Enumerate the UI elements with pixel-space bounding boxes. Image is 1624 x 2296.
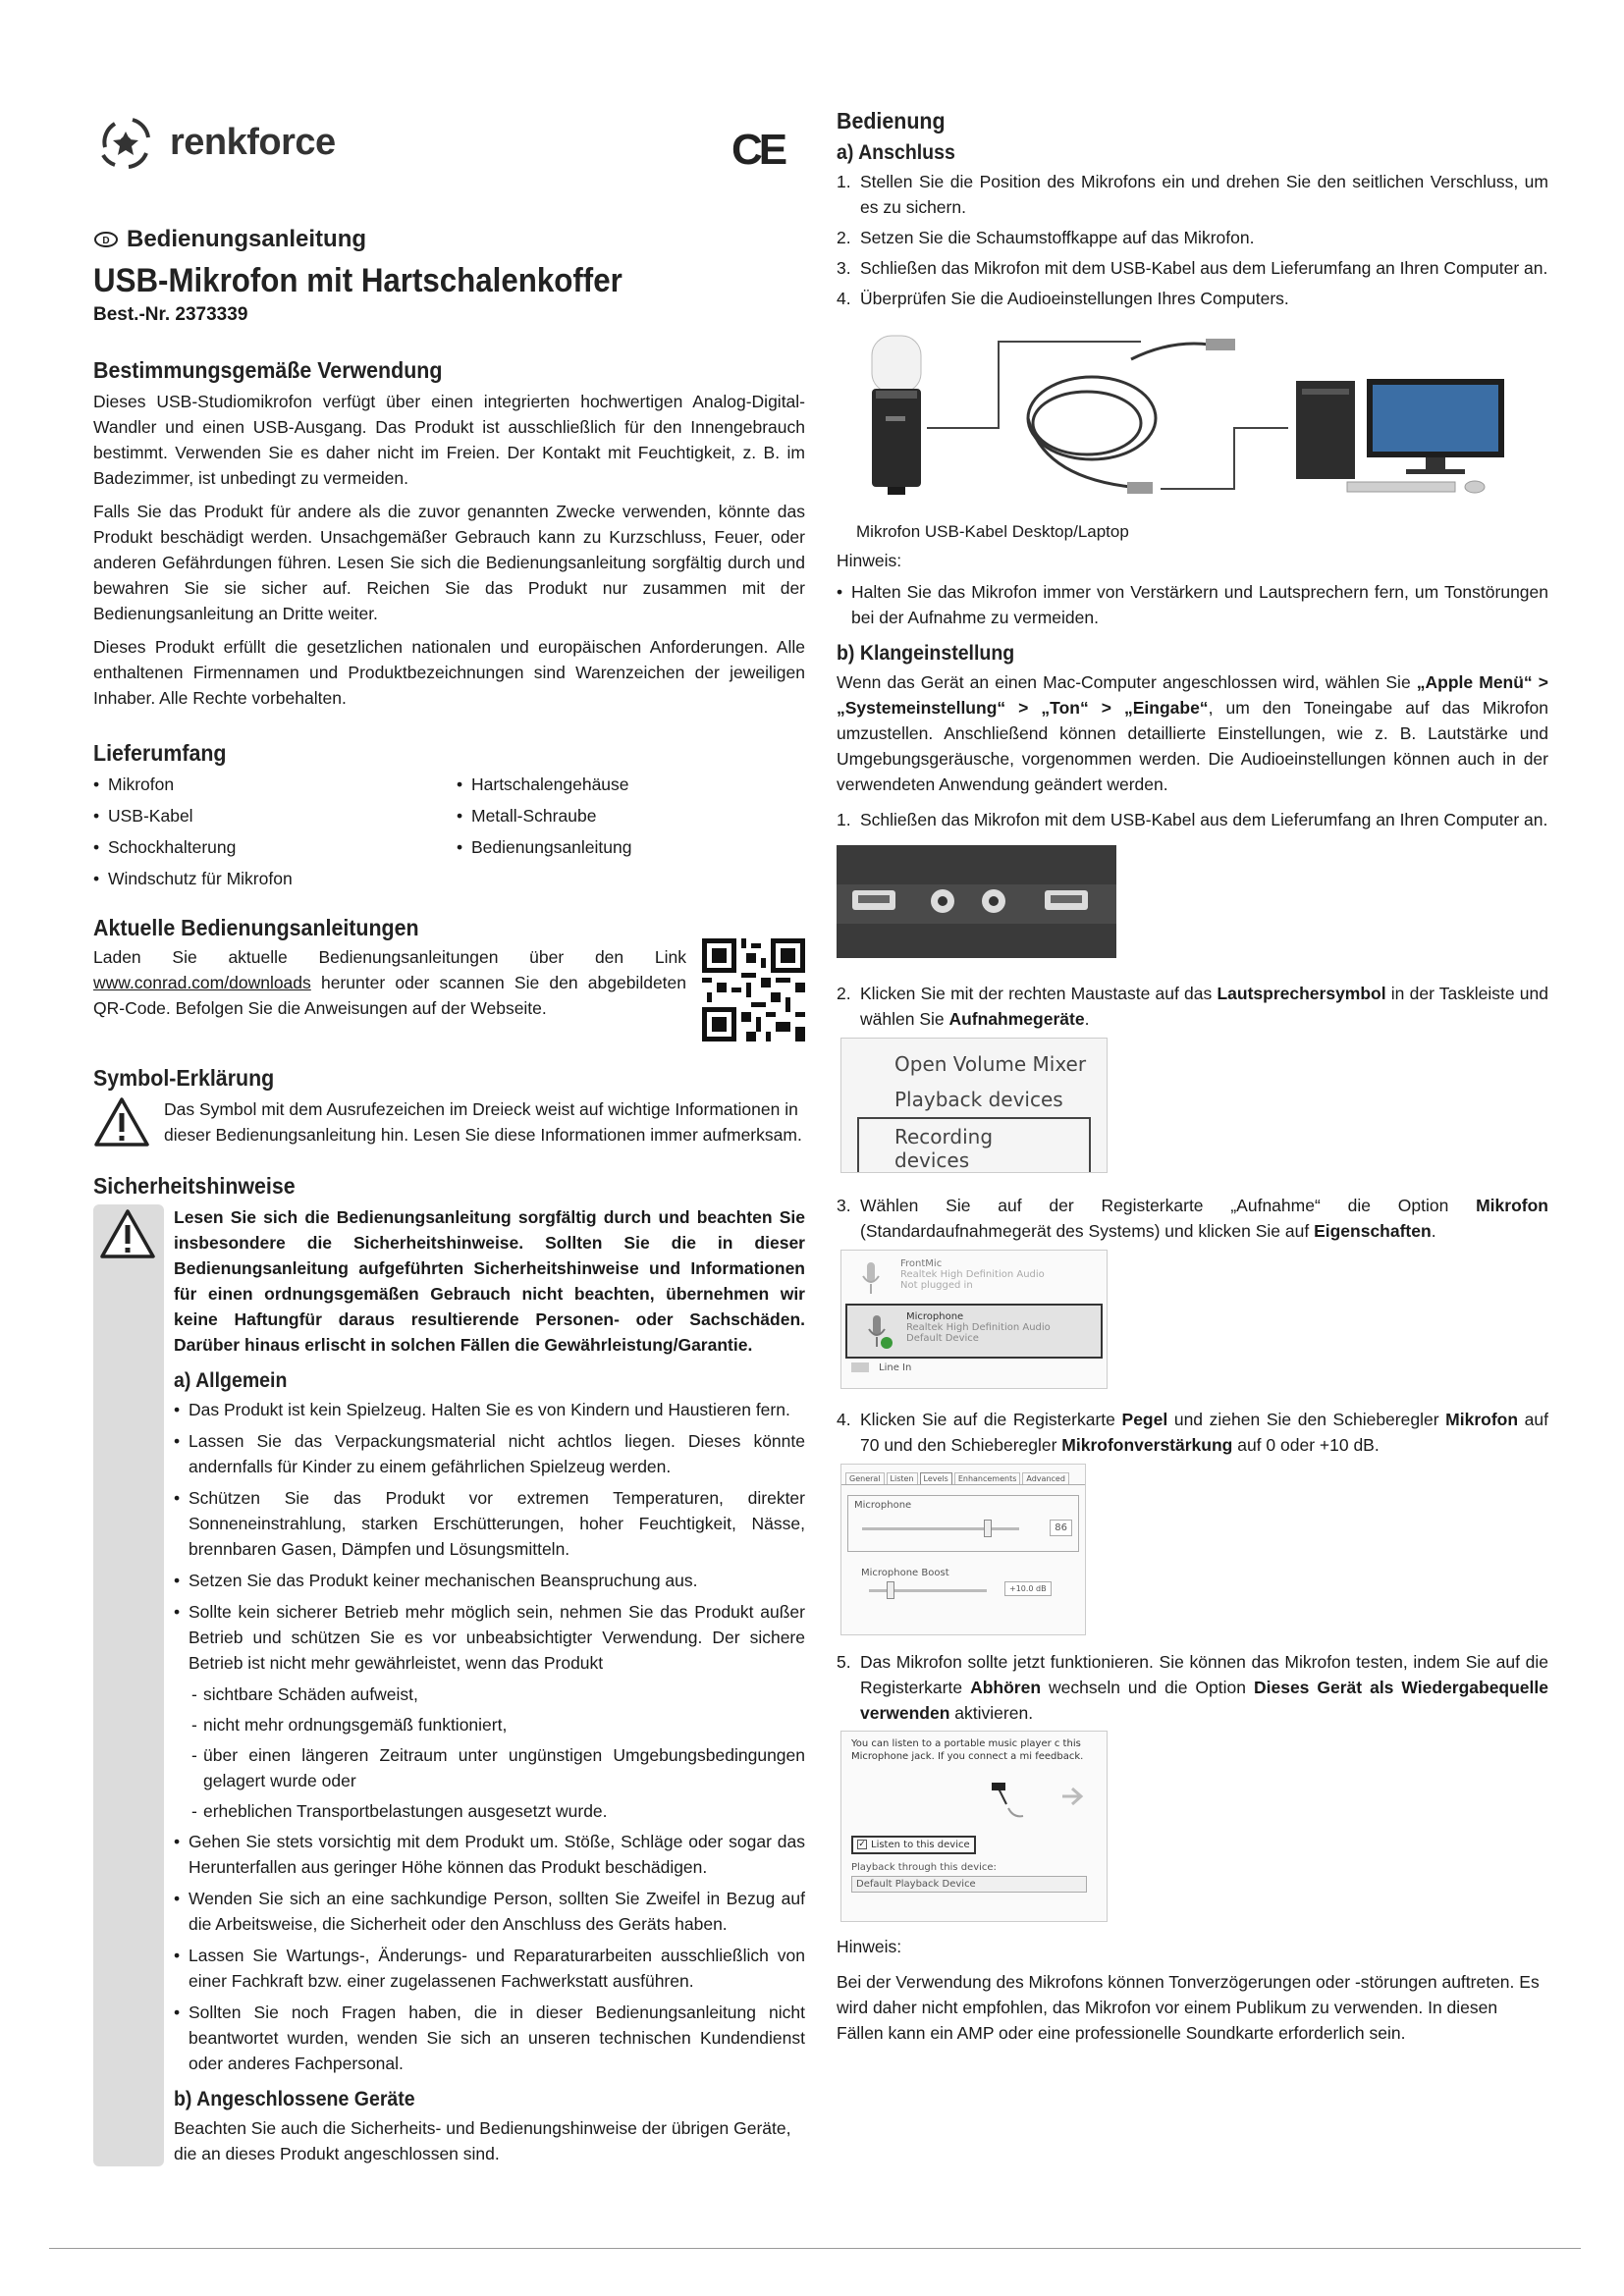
delivery-item: • Hartschalengehäuse (457, 772, 800, 797)
audio-jack-icon (982, 889, 1005, 913)
list-item: 2. Setzen Sie die Schaumstoffkappe auf das Mikrofon. (837, 228, 1255, 247)
sound-paragraph: Wenn das Gerät an einen Mac-Computer angeschlossen wird, wählen Sie „Apple Menü“ > „Systemeinstellung“ > „Ton“ > „Eingabe“, um den Toneingabe auf das Mikrofon umzustellen. Anschließend können detaillierte Einstellungen, wie z. B. Lautstärke und Umgebungsgeräusche, vorgenommen werden. Die Audioeinstellungen können auch in der verwendeten Anwendung geändert werden. (837, 672, 1548, 794)
product-title: USB-Mikrofon mit Hartschalenkoffer (93, 262, 623, 299)
delivery-item: • Schockhalterung (93, 834, 457, 860)
list-item: 3. Wählen Sie auf der Registerkarte „Aufnahme“ die Option Mikrofon (Standardaufnahmegerät des Systems) und klicken Sie auf Eigenschaften. (837, 1196, 1548, 1241)
note-list (837, 579, 1548, 630)
boost-group (847, 1568, 1079, 1607)
symbols-heading: Symbol-Erklärung (93, 1065, 275, 1091)
manuals-heading: Aktuelle Bedienungsanleitungen (93, 915, 419, 940)
final-note-label: Hinweis: (837, 1937, 902, 1956)
tab-advanced: Advanced (1022, 1472, 1069, 1484)
sound-steps-3 (837, 1193, 1548, 1244)
usb-cable-icon (1028, 344, 1210, 487)
manual-label-text: Bedienungsanleitung (127, 226, 367, 252)
operation-heading: Bedienung (837, 108, 946, 133)
usb-port-icon (1045, 890, 1088, 910)
list-item: - nicht mehr ordnungsgemäß funktioniert, (191, 1712, 805, 1737)
device-status: Default Device (906, 1333, 979, 1344)
warning-triangle-icon (93, 1096, 150, 1148)
mic-slider-track (862, 1527, 1019, 1530)
microphone-icon (872, 336, 921, 495)
boost-label: Microphone Boost (861, 1568, 949, 1578)
menu-item-playback-devices: Playback devices (894, 1088, 1063, 1111)
device-driver: Realtek High Definition Audio (900, 1269, 1045, 1280)
tab-levels: Levels (920, 1472, 952, 1484)
list-item: • Das Produkt ist kein Spielzeug. Halten Sie es von Kindern und Haustieren fern. (174, 1397, 805, 1422)
context-menu-screenshot (840, 1038, 1108, 1173)
intended-use-p1: Dieses USB-Studiomikrofon verfügt über einen integrierten hochwertigen Analog-Digital-Wandler und einen USB-Ausgang. Das Produkt ist ausschließlich für den Innengebrauch bestimmt. Verwenden Sie es daher nicht im Freien. Der Kontakt mit Feuchtigkeit, z. B. im Badezimmer, ist unbedingt zu vermeiden. (93, 392, 805, 488)
final-note: Bei der Verwendung des Mikrofons können Tonverzögerungen oder -störungen auftreten. Es wird daher nicht empfohlen, das Mikrofon vor einem Publikum zu verwenden. In diesen Fällen kann ein AMP oder eine professionelle Soundkarte erforderlich sein. (837, 1972, 1540, 2043)
checkbox-checked-icon: ✓ (858, 1840, 866, 1849)
device-name: Microphone (906, 1311, 964, 1322)
general-list (174, 1397, 805, 1676)
manual-info-icon (93, 231, 119, 248)
symbols-text: Das Symbol mit dem Ausrufezeichen im Dreieck weist auf wichtige Informationen in dieser Bedienungsanleitung hin. Lesen Sie diese Informationen immer aufmerksam. (164, 1099, 802, 1145)
figure-caption: Mikrofon USB-Kabel Desktop/Laptop (856, 522, 1129, 541)
mic-level-label: Microphone (854, 1500, 912, 1511)
safety-block (93, 1204, 805, 2166)
microphone-device-icon (851, 1258, 891, 1298)
tab-enhancements: Enhancements (954, 1472, 1021, 1484)
device-row-selected (845, 1304, 1103, 1359)
connected-heading: b) Angeschlossene Geräte (174, 2088, 415, 2110)
delivery-item: • Bedienungsanleitung (457, 834, 800, 860)
list-item: • Sollten Sie noch Fragen haben, die in dieser Bedienungsanleitung nicht beantwortet wurden, wenden Sie sich an unseren technischen Kundendienst oder anderes Fachpersonal. (174, 2000, 805, 2076)
list-item: 1. Schließen das Mikrofon mit dem USB-Kabel aus dem Lieferumfang an Ihren Computer an. (837, 810, 1548, 829)
device-name: Line In (879, 1362, 912, 1373)
brand-name: renkforce (170, 121, 336, 163)
list-item: • Gehen Sie stets vorsichtig mit dem Produkt um. Stöße, Schläge oder sogar das Herunterfallen aus geringer Höhe können das Produkt beschädigen. (174, 1829, 805, 1880)
left-column (93, 108, 805, 2166)
device-name: FrontMic (900, 1258, 943, 1269)
list-item: • Halten Sie das Mikrofon immer von Verstärkern und Lautsprechern fern, um Tonstörungen bei der Aufnahme zu vermeiden. (837, 579, 1548, 630)
safety-sidebar (93, 1204, 164, 2166)
menu-item-recording-devices: Recording devices (857, 1117, 1091, 1173)
list-item: • Sollte kein sicherer Betrieb mehr möglich sein, nehmen Sie das Produkt außer Betrieb und schützen Sie es vor unbeabsichtigter Verwendung. Der sichere Betrieb ist nicht mehr gewährleistet, wenn das Produkt (174, 1599, 805, 1676)
downloads-link[interactable]: www.conrad.com/downloads (93, 973, 311, 992)
delivery-item: • Windschutz für Mikrofon (93, 866, 457, 891)
renkforce-logo-icon (93, 110, 158, 175)
delivery-list (93, 772, 805, 891)
sound-heading: b) Klangeinstellung (837, 642, 1015, 665)
line-in-icon (851, 1362, 869, 1372)
sound-steps-4 (837, 1407, 1548, 1458)
list-item: • Lassen Sie das Verpackungsmaterial nicht achtlos liegen. Dieses könnte andernfalls für Kinder zu einem gefährlichen Spielzeug werden. (174, 1428, 805, 1479)
conditions-list (174, 1682, 805, 1824)
delivery-heading: Lieferumfang (93, 740, 227, 766)
right-column (837, 106, 1548, 2046)
mic-level-value: 86 (1050, 1520, 1072, 1536)
list-item: 3. Schließen das Mikrofon mit dem USB-Kabel aus dem Lieferumfang an Ihren Computer an. (837, 258, 1548, 278)
connection-diagram (837, 330, 1548, 511)
manuals-block (93, 946, 805, 1041)
list-item: 2. Klicken Sie mit der rechten Maustaste auf das Lautsprechersymbol in der Taskleiste und wählen Sie Aufnahmegeräte. (837, 984, 1548, 1029)
list-item: 1. Stellen Sie die Position des Mikrofons ein und drehen Sie den seitlichen Verschluss, um es zu sichern. (837, 172, 1548, 217)
symbols-block (93, 1096, 805, 1148)
safety-body (164, 1204, 805, 2166)
manual-label (93, 226, 805, 253)
audio-jack-icon (931, 889, 954, 913)
list-item: • Lassen Sie Wartungs-, Änderungs- und Reparaturarbeiten ausschließlich von einer Fachkraft bzw. einer zugelassenen Fachwerkstatt ausführen. (174, 1943, 805, 1994)
general-list-2 (174, 1829, 805, 2076)
delivery-item: • Mikrofon (93, 772, 457, 797)
list-item: - sichtbare Schäden aufweist, (191, 1682, 805, 1707)
svg-text:D: D (102, 236, 110, 246)
usb-ports-photo (837, 845, 1116, 958)
device-driver: Realtek High Definition Audio (906, 1322, 1051, 1333)
list-item: - erheblichen Transportbelastungen ausgesetzt wurde. (191, 1798, 805, 1824)
microphone-device-icon (857, 1311, 896, 1351)
list-item: • Setzen Sie das Produkt keiner mechanischen Beanspruchung aus. (174, 1568, 805, 1593)
device-status: Not plugged in (900, 1280, 973, 1291)
list-item: - über einen längeren Zeitraum unter ungünstigen Umgebungsbedingungen gelagert wurde oder (191, 1742, 805, 1793)
ce-mark: CE (731, 126, 785, 174)
listen-arrow-icon (851, 1769, 1097, 1828)
footer-divider (49, 2248, 1581, 2249)
listen-description: You can listen to a portable music player c this Microphone jack. If you connect a mi feedback. (851, 1738, 1084, 1762)
listen-checkbox-label: Listen to this device (871, 1839, 970, 1850)
list-item: • Schützen Sie das Produkt vor extremen Temperaturen, direkter Sonneneinstrahlung, starken Erschütterungen, hoher Feuchtigkeit, Nässe, brennbaren Gasen, Dämpfen und Lösungsmitteln. (174, 1485, 805, 1562)
boost-slider-thumb (887, 1581, 894, 1599)
list-item: 5. Das Mikrofon sollte jetzt funktionieren. Sie können das Mikrofon testen, indem Sie auf die Registerkarte Abhören wechseln und die Option Dieses Gerät als Wiedergabequelle verwenden aktivieren. (837, 1652, 1548, 1723)
connected-text: Beachten Sie auch die Sicherheits- und Bedienungshinweise der übrigen Geräte, die an dieses Produkt angeschlossen sind. (174, 2118, 791, 2163)
intended-use-heading: Bestimmungsgemäße Verwendung (93, 357, 443, 383)
usb-port-icon (852, 890, 895, 910)
intended-use-p3: Dieses Produkt erfüllt die gesetzlichen nationalen und europäischen Anforderungen. Alle enthaltenen Firmennamen und Produktbezeichnungen sind Warenzeichen der jeweiligen Inhaber. Alle Rechte vorbehalten. (93, 637, 805, 708)
tab-general: General (845, 1472, 885, 1484)
sound-steps-2 (837, 981, 1548, 1032)
intended-use-p2: Falls Sie das Produkt für andere als die zuvor genannten Zwecke verwenden, könnte das Produkt beschädigt werden. Unsachgemäßer Gebrauch kann zu Kurzschluss, Feuer, oder anderen Gefährdungen führen. Lesen Sie sich die Bedienungsanleitung sorgfältig durch und bewahren Sie sie sicher auf. Reichen Sie das Produkt nur zusammen mit der Bedienungsanleitung an Dritte weiter. (93, 502, 805, 623)
playback-through-label: Playback through this device: (851, 1861, 997, 1873)
general-heading: a) Allgemein (174, 1369, 288, 1392)
connect-steps (837, 169, 1548, 311)
device-row (841, 1359, 1107, 1377)
menu-item-open-volume-mixer: Open Volume Mixer (894, 1052, 1087, 1076)
safety-heading: Sicherheitshinweise (93, 1173, 296, 1199)
sound-steps-5 (837, 1649, 1548, 1726)
list-item: • Wenden Sie sich an eine sachkundige Person, sollten Sie Zweifel in Bezug auf die Arbeitsweise, die Sicherheit oder den Anschluss des Geräts haben. (174, 1886, 805, 1937)
listen-screenshot (840, 1731, 1108, 1922)
manuals-text: Laden Sie aktuelle Bedienungsanleitungen über den Link www.conrad.com/downloads herunter oder scannen Sie den abgebildeten QR-Code. Befolgen Sie die Anweisungen auf der Webseite. (93, 947, 686, 1018)
delivery-item: • USB-Kabel (93, 803, 457, 828)
note-label: Hinweis: (837, 551, 902, 570)
playback-device-select: Default Playback Device (851, 1876, 1087, 1893)
list-item: 4. Klicken Sie auf die Registerkarte Pegel und ziehen Sie den Schieberegler Mikrofon auf 70 und den Schieberegler Mikrofonverstärkung auf 0 oder +10 dB. (837, 1410, 1548, 1455)
boost-value: +10.0 dB (1004, 1581, 1052, 1596)
article-number: Best.-Nr. 2373339 (93, 304, 248, 325)
device-row (841, 1251, 1107, 1304)
safety-intro: Lesen Sie sich die Bedienungsanleitung sorgfältig durch und beachten Sie insbesondere die Sicherheitshinweise. Sollten Sie die in dieser Bedienungsanleitung aufgeführten Sicherheitshinweise und Informationen für einen ordnungsgemäßen Gebrauch nicht beachten, übernehmen wir keine Haftungfür daraus resultierende Personen- oder Sachschäden. Darüber hinaus erlischt in solchen Fällen die Gewährleistung/Garantie. (174, 1207, 805, 1355)
tab-listen: Listen (887, 1472, 918, 1484)
qr-code-icon (702, 938, 805, 1041)
levels-tabs (841, 1465, 1085, 1485)
list-item: 4. Überprüfen Sie die Audioeinstellungen Ihres Computers. (837, 289, 1289, 308)
desktop-computer-icon (1296, 379, 1504, 493)
warning-triangle-icon (99, 1208, 156, 1259)
connect-heading: a) Anschluss (837, 141, 955, 164)
listen-checkbox-row (851, 1836, 976, 1854)
levels-screenshot (840, 1464, 1086, 1635)
sound-steps (837, 807, 1548, 832)
mic-level-group (847, 1495, 1079, 1552)
recording-devices-screenshot (840, 1250, 1108, 1389)
brand-logo (93, 108, 805, 177)
mic-slider-thumb (984, 1520, 992, 1537)
delivery-item: • Metall-Schraube (457, 803, 800, 828)
